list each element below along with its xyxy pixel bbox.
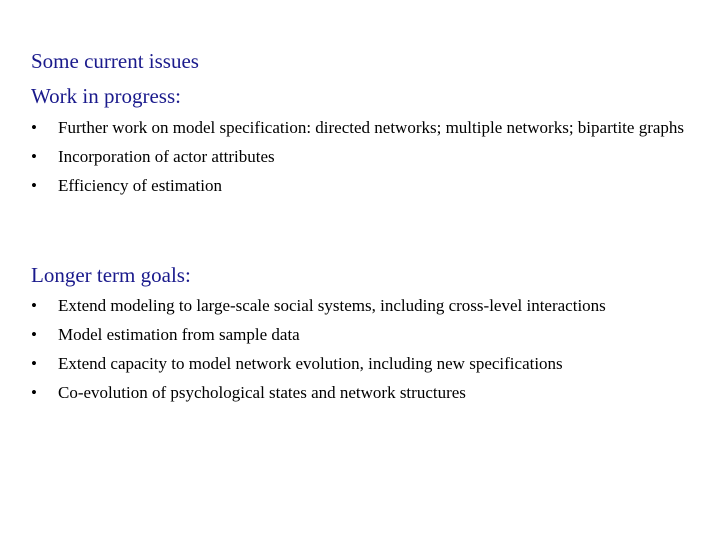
list-item-text: Extend modeling to large-scale social systems, including cross-level interactions [58,296,606,315]
list-item-text: Further work on model specification: directed networks; multiple networks; bipartite graphs [58,118,685,137]
list-item [31,145,691,168]
work-in-progress-list [31,116,691,203]
bullet-icon: • [31,354,37,373]
section-heading-longer-term-goals: Longer term goals: [31,263,191,287]
list-item-text: Efficiency of estimation [58,176,222,195]
list-item [31,381,691,404]
slide-title: Some current issues [31,49,199,73]
bullet-icon: • [31,118,37,137]
list-item-text: Co-evolution of psychological states and network structures [58,383,466,402]
longer-term-goals-list [31,294,691,410]
list-item [31,294,691,317]
bullet-icon: • [31,147,37,166]
list-item [31,174,691,197]
section-heading-work-in-progress: Work in progress: [31,84,181,108]
list-item-text: Model estimation from sample data [58,325,300,344]
bullet-icon: • [31,176,37,195]
list-item [31,116,691,139]
bullet-icon: • [31,325,37,344]
list-item [31,323,691,346]
list-item [31,352,691,375]
list-item-text: Extend capacity to model network evolution, including new specifications [58,354,563,373]
bullet-icon: • [31,296,37,315]
list-item-text: Incorporation of actor attributes [58,147,275,166]
bullet-icon: • [31,383,37,402]
